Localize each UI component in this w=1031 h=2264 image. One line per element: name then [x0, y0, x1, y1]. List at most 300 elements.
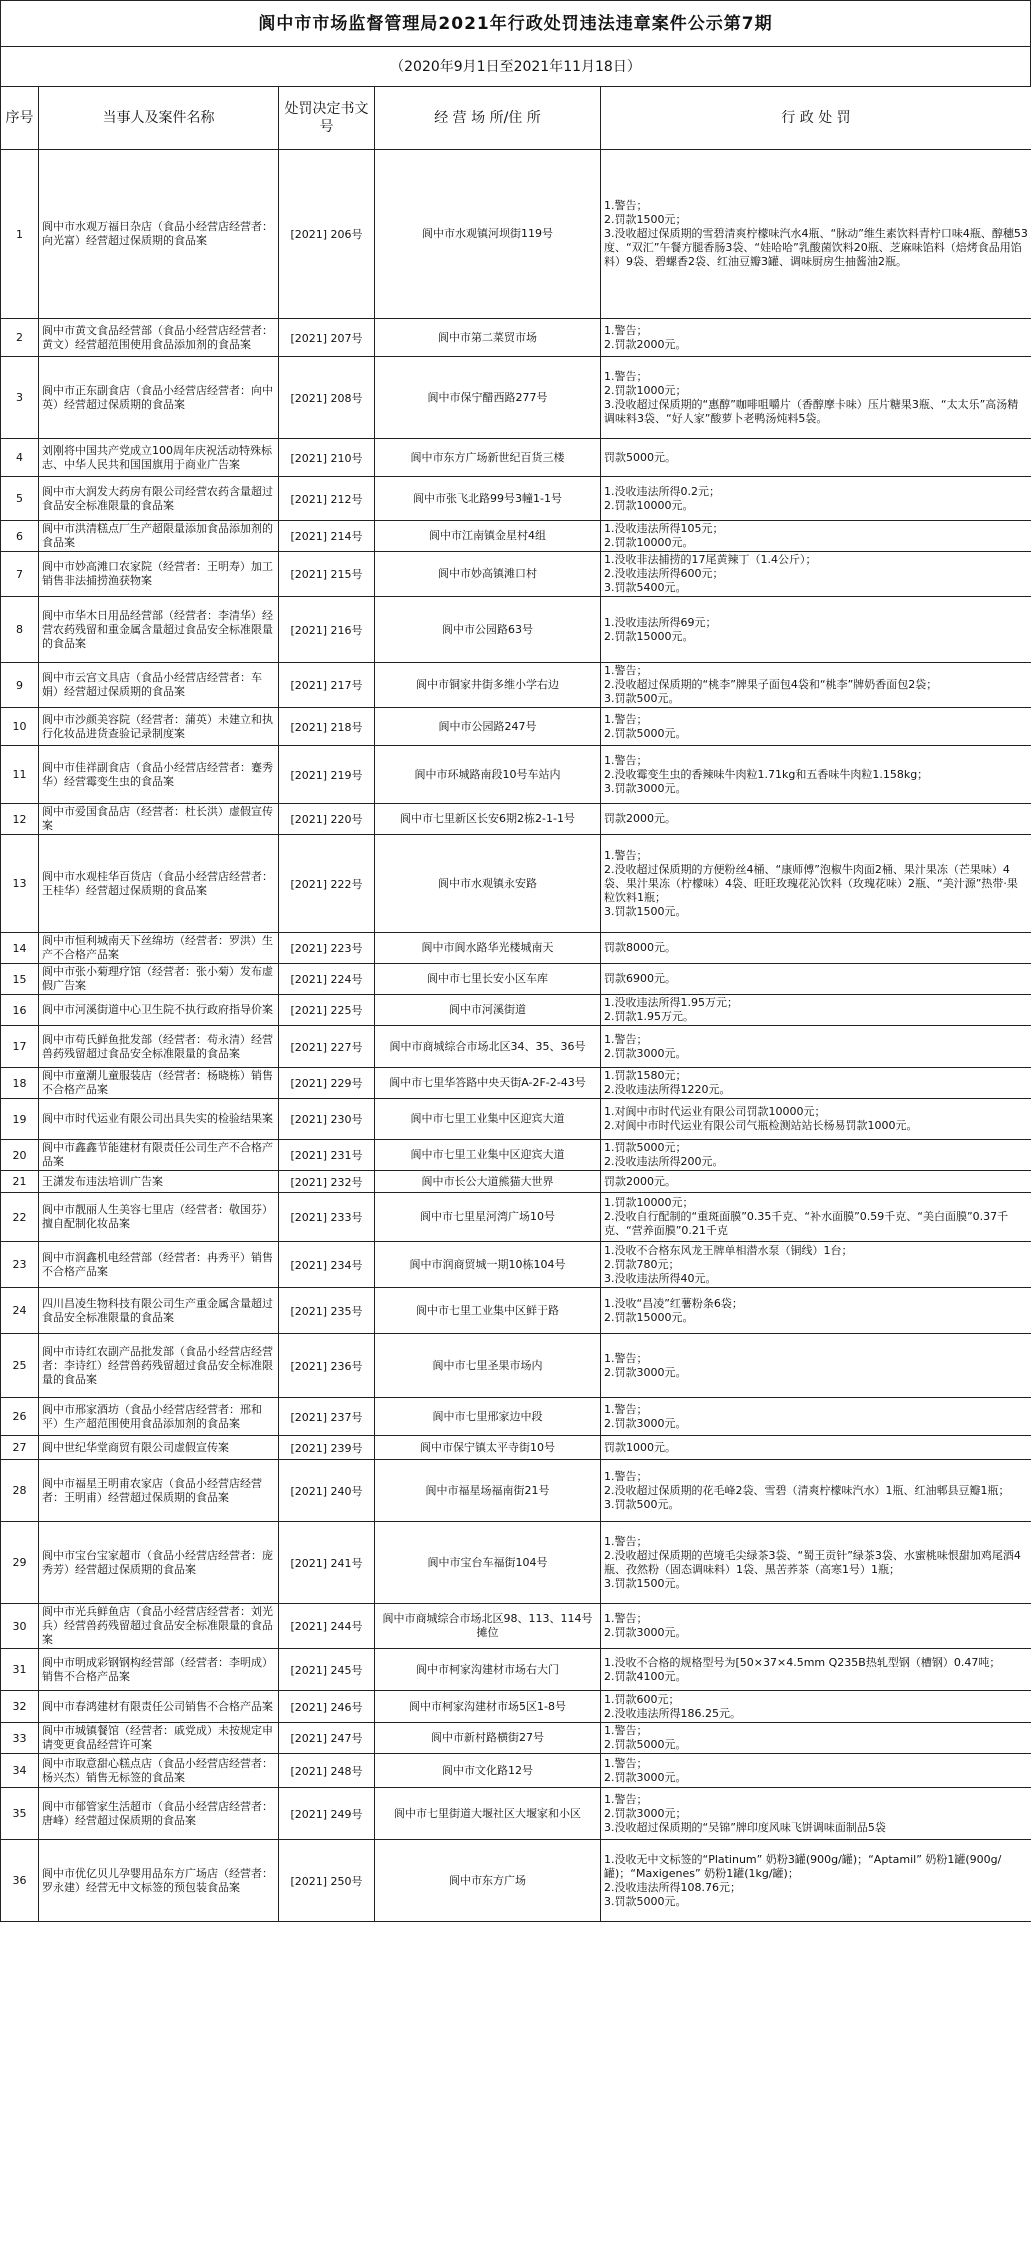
row-case-name: 阆中市邢家酒坊（食品小经营店经营者：邢和平）生产超范围使用食品添加剂的食品案: [39, 1398, 279, 1436]
table-row: [1, 1460, 1031, 1522]
row-seq: 35: [1, 1788, 39, 1840]
row-place: 阆中市公园路247号: [375, 708, 601, 746]
penalty-line: 1.罚款10000元；: [604, 1196, 694, 1209]
row-place: 阆中市七里工业集中区迎宾大道: [375, 1099, 601, 1140]
row-seq: 21: [1, 1171, 39, 1193]
table-row: [1, 1026, 1031, 1068]
row-seq: 30: [1, 1604, 39, 1649]
penalty-line: 1.没收不合格的规格型号为[50×37×4.5mm Q235B热轧型钢（槽钢）0.47吨；: [604, 1655, 1001, 1669]
table-row: [1, 1788, 1031, 1840]
row-seq: 5: [1, 477, 39, 521]
row-place: 阆中市七里长安小区车库: [375, 964, 601, 995]
penalty-line: 1.警告；: [604, 1534, 648, 1548]
penalty-line: 3.罚款5400元。: [604, 581, 687, 594]
row-seq: 4: [1, 439, 39, 477]
row-case-name: 阆中市洪清糕点厂生产超限量添加食品添加剂的食品案: [39, 521, 279, 552]
row-seq: 8: [1, 597, 39, 663]
table-header-row: [1, 87, 1031, 150]
table-row: [1, 663, 1031, 708]
row-seq: 26: [1, 1398, 39, 1436]
penalty-line: 2.罚款3000元；: [604, 1806, 687, 1820]
table-row: [1, 804, 1031, 835]
row-place: 阆中市东方广场: [375, 1840, 601, 1922]
row-seq: 10: [1, 708, 39, 746]
penalty-line: 罚款5000元。: [604, 450, 676, 464]
row-case-name: 阆中市华木日用品经营部（经营者：李清华）经营农药残留和重金属含量超过食品安全标准限量的食品案: [39, 597, 279, 663]
row-place: 阆中市七里工业集中区迎宾大道: [375, 1140, 601, 1171]
row-doc-number: [2021] 245号: [279, 1649, 375, 1691]
penalty-line: 罚款8000元。: [604, 941, 676, 954]
row-case-name: 阆中市光兵鲜鱼店（食品小经营店经营者：刘光兵）经营兽药残留超过食品安全标准限量的食品案: [39, 1604, 279, 1649]
header-penalty: 行 政 处 罚: [601, 87, 1031, 150]
row-seq: 17: [1, 1026, 39, 1068]
penalty-line: 2.没收违法所得200元。: [604, 1155, 724, 1168]
row-doc-number: [2021] 231号: [279, 1140, 375, 1171]
row-seq: 18: [1, 1068, 39, 1099]
table-row: [1, 439, 1031, 477]
row-case-name: 阆中市苟氏鲜鱼批发部（经营者：苟永清）经营兽药残留超过食品安全标准限量的食品案: [39, 1026, 279, 1068]
row-doc-number: [2021] 246号: [279, 1691, 375, 1723]
penalty-line: 2.没收违法所得186.25元。: [604, 1706, 741, 1720]
penalty-line: 1.没收非法捕捞的17尾黄辣丁（1.4公斤）；: [604, 553, 817, 566]
penalty-line: 罚款2000元。: [604, 812, 676, 825]
row-place: 阆中市河溪街道: [375, 995, 601, 1026]
row-case-name: 阆中市水观桂华百货店（食品小经营店经营者：王桂华）经营超过保质期的食品案: [39, 835, 279, 933]
table-row: [1, 1604, 1031, 1649]
row-doc-number: [2021] 244号: [279, 1604, 375, 1649]
penalty-line: 2.罚款1000元；: [604, 383, 687, 397]
row-place: 阆中市江南镇金星村4组: [375, 521, 601, 552]
row-seq: 25: [1, 1334, 39, 1398]
row-case-name: 阆中市春鸿建材有限责任公司销售不合格产品案: [39, 1691, 279, 1723]
table-row: [1, 1754, 1031, 1788]
row-doc-number: [2021] 248号: [279, 1754, 375, 1788]
row-place: 阆中市商城综合市场北区98、113、114号摊位: [375, 1604, 601, 1649]
penalty-line: 2.罚款15000元。: [604, 1310, 694, 1324]
row-case-name: 阆中市润鑫机电经营部（经营者：冉秀平）销售不合格产品案: [39, 1242, 279, 1288]
penalty-line: 3.没收违法所得40元。: [604, 1271, 717, 1285]
row-place: 阆中市福星场福南街21号: [375, 1460, 601, 1522]
row-penalty: [601, 995, 1031, 1026]
row-doc-number: [2021] 229号: [279, 1068, 375, 1099]
row-case-name: 刘刚将中国共产党成立100周年庆祝活动特殊标志、中华人民共和国国旗用于商业广告案: [39, 439, 279, 477]
row-place: 阆中市东方广场新世纪百货三楼: [375, 439, 601, 477]
row-doc-number: [2021] 218号: [279, 708, 375, 746]
table-row: [1, 1068, 1031, 1099]
row-place: 阆中市七里星河湾广场10号: [375, 1193, 601, 1242]
row-seq: 33: [1, 1723, 39, 1754]
row-penalty: [601, 1691, 1031, 1723]
penalty-line: 罚款1000元。: [604, 1440, 676, 1454]
table-row: [1, 552, 1031, 597]
row-penalty: [601, 1068, 1031, 1099]
row-penalty: [601, 1140, 1031, 1171]
table-row: [1, 597, 1031, 663]
row-seq: 27: [1, 1436, 39, 1460]
table-row: [1, 1242, 1031, 1288]
penalty-table: [0, 86, 1031, 1922]
page-title: 阆中市市场监督管理局2021年行政处罚违法违章案件公示第7期: [0, 0, 1031, 46]
row-case-name: 阆中市优亿贝儿孕婴用品东方广场店（经营者：罗永建）经营无中文标签的预包装食品案: [39, 1840, 279, 1922]
penalty-line: 2.没收超过保质期的花毛峰2袋、雪碧（清爽柠檬味汽水）1瓶、红油郫县豆瓣1瓶；: [604, 1483, 1010, 1497]
table-row: [1, 746, 1031, 804]
row-doc-number: [2021] 241号: [279, 1522, 375, 1604]
row-doc-number: [2021] 212号: [279, 477, 375, 521]
penalty-line: 1.没收违法所得1.95万元；: [604, 996, 738, 1009]
penalty-line: 1.罚款1580元；: [604, 1069, 687, 1082]
penalty-line: 2.对阆中市时代运业有限公司气瓶检测站站长杨易罚款1000元。: [604, 1119, 918, 1132]
penalty-line: 2.没收违法所得108.76元；: [604, 1880, 741, 1894]
penalty-line: 1.警告；: [604, 1612, 648, 1625]
table-row: [1, 964, 1031, 995]
row-seq: 28: [1, 1460, 39, 1522]
row-place: 阆中市保宁醋西路277号: [375, 357, 601, 439]
row-doc-number: [2021] 216号: [279, 597, 375, 663]
row-penalty: [601, 1436, 1031, 1460]
row-case-name: 阆中市诗红农副产品批发部（食品小经营店经营者：李诗红）经营兽药残留超过食品安全标准限量的食品案: [39, 1334, 279, 1398]
row-penalty: [601, 804, 1031, 835]
row-doc-number: [2021] 215号: [279, 552, 375, 597]
row-penalty: [601, 521, 1031, 552]
row-case-name: 阆中市福星王明甫农家店（食品小经营店经营者：王明甫）经营超过保质期的食品案: [39, 1460, 279, 1522]
row-penalty: [601, 1522, 1031, 1604]
row-place: 阆中市七里华答路中央天街A-2F-2-43号: [375, 1068, 601, 1099]
row-penalty: [601, 708, 1031, 746]
penalty-line: 1.警告；: [604, 369, 648, 383]
row-penalty: [601, 1723, 1031, 1754]
row-case-name: 王潇发布违法培训广告案: [39, 1171, 279, 1193]
row-seq: 1: [1, 150, 39, 319]
row-case-name: 阆中世纪华堂商贸有限公司虚假宣传案: [39, 1436, 279, 1460]
row-seq: 7: [1, 552, 39, 597]
penalty-line: 1.没收违法所得69元；: [604, 615, 717, 629]
row-place: 阆中市新村路横街27号: [375, 1723, 601, 1754]
row-doc-number: [2021] 210号: [279, 439, 375, 477]
table-row: [1, 835, 1031, 933]
table-row: [1, 477, 1031, 521]
row-penalty: [601, 1604, 1031, 1649]
row-case-name: 阆中市城镇餐馆（经营者：戚党成）未按规定申请变更食品经营许可案: [39, 1723, 279, 1754]
penalty-line: 1.罚款600元；: [604, 1692, 680, 1706]
row-seq: 14: [1, 933, 39, 964]
row-penalty: [601, 150, 1031, 319]
row-case-name: 阆中市佳祥副食店（食品小经营店经营者：蹇秀华）经营霉变生虫的食品案: [39, 746, 279, 804]
row-place: 阆中市阆水路华光楼城南天: [375, 933, 601, 964]
penalty-line: 2.罚款4100元。: [604, 1669, 687, 1683]
penalty-line: 2.罚款5000元。: [604, 1738, 687, 1751]
row-doc-number: [2021] 207号: [279, 319, 375, 357]
row-seq: 22: [1, 1193, 39, 1242]
header-place: 经 营 场 所/住 所: [375, 87, 601, 150]
table-row: [1, 1171, 1031, 1193]
row-place: 阆中市柯家沟建材市场右大门: [375, 1649, 601, 1691]
row-place: 阆中市七里邢家边中段: [375, 1398, 601, 1436]
table-row: [1, 1723, 1031, 1754]
row-seq: 32: [1, 1691, 39, 1723]
penalty-line: 2.罚款3000元。: [604, 1365, 687, 1379]
row-doc-number: [2021] 206号: [279, 150, 375, 319]
row-case-name: 阆中市鑫鑫节能建材有限责任公司生产不合格产品案: [39, 1140, 279, 1171]
row-case-name: 阆中市靓丽人生美容七里店（经营者：敬国芬）擅自配制化妆品案: [39, 1193, 279, 1242]
table-row: [1, 521, 1031, 552]
row-place: 阆中市公园路63号: [375, 597, 601, 663]
table-row: [1, 1398, 1031, 1436]
row-doc-number: [2021] 239号: [279, 1436, 375, 1460]
row-penalty: [601, 1334, 1031, 1398]
row-case-name: 阆中市云宫文具店（食品小经营店经营者：车娟）经营超过保质期的食品案: [39, 663, 279, 708]
row-place: 阆中市张飞北路99号3幢1-1号: [375, 477, 601, 521]
row-place: 阆中市商城综合市场北区34、35、36号: [375, 1026, 601, 1068]
penalty-line: 1.警告；: [604, 199, 648, 212]
penalty-line: 2.罚款3000元。: [604, 1626, 687, 1639]
penalty-line: 1.警告；: [604, 848, 648, 862]
penalty-line: 1.警告；: [604, 664, 648, 677]
row-seq: 31: [1, 1649, 39, 1691]
row-case-name: 阆中市沙颜美容院（经营者：蒲英）未建立和执行化妆品进货查验记录制度案: [39, 708, 279, 746]
row-seq: 15: [1, 964, 39, 995]
penalty-line: 2.没收超过保质期的方便粉丝4桶、“康师傅”泡椒牛肉面2桶、果汁果冻（芒果味）4袋、果汁果冻（柠檬味）4袋、旺旺玫瑰花沁饮料（玫瑰花味）2瓶、“美汁源”热带·果粒饮料1瓶；: [604, 862, 1018, 904]
row-penalty: [601, 1460, 1031, 1522]
penalty-line: 2.罚款10000元。: [604, 536, 694, 549]
row-penalty: [601, 933, 1031, 964]
row-case-name: 阆中市张小菊理疗馆（经营者：张小菊）发布虚假广告案: [39, 964, 279, 995]
row-seq: 16: [1, 995, 39, 1026]
table-row: [1, 933, 1031, 964]
table-row: [1, 357, 1031, 439]
penalty-line: 2.没收霉变生虫的香辣味牛肉粒1.71kg和五香味牛肉粒1.158kg；: [604, 767, 929, 781]
penalty-line: 1.警告；: [604, 1792, 648, 1806]
row-case-name: 四川昌凌生物科技有限公司生产重金属含量超过食品安全标准限量的食品案: [39, 1288, 279, 1334]
row-case-name: 阆中市妙高滩口农家院（经营者：王明寿）加工销售非法捕捞渔获物案: [39, 552, 279, 597]
row-penalty: [601, 1840, 1031, 1922]
row-doc-number: [2021] 223号: [279, 933, 375, 964]
penalty-line: 1.没收无中文标签的“Platinum” 奶粉3罐(900g/罐)；“Aptamil” 奶粉1罐(900g/罐)；“Maxigenes” 奶粉1罐(1kg/罐)；: [604, 1852, 1002, 1880]
penalty-line: 1.对阆中市时代运业有限公司罚款10000元；: [604, 1105, 826, 1118]
row-place: 阆中市七里工业集中区鲜于路: [375, 1288, 601, 1334]
penalty-line: 2.没收超过保质期的“桃李”牌果子面包4袋和“桃李”牌奶香面包2袋；: [604, 678, 938, 691]
penalty-line: 2.罚款780元；: [604, 1257, 680, 1271]
table-row: [1, 1334, 1031, 1398]
penalty-line: 2.罚款1500元；: [604, 213, 687, 226]
penalty-line: 2.罚款15000元。: [604, 629, 694, 643]
penalty-line: 3.罚款3000元。: [604, 781, 687, 795]
row-place: 阆中市铜家井街多维小学右边: [375, 663, 601, 708]
row-seq: 19: [1, 1099, 39, 1140]
penalty-line: 2.罚款2000元。: [604, 337, 687, 351]
penalty-line: 3.没收超过保质期的“惠醇”咖啡咀嚼片（香醇摩卡味）压片糖果3瓶、“太太乐”高汤精调味料3袋、“好人家”酸萝卜老鸭汤炖料5袋。: [604, 397, 1019, 425]
penalty-line: 2.罚款5000元。: [604, 726, 687, 740]
penalty-line: 2.没收违法所得600元；: [604, 567, 724, 580]
row-case-name: 阆中市大润发大药房有限公司经营农药含量超过食品安全标准限量的食品案: [39, 477, 279, 521]
row-seq: 12: [1, 804, 39, 835]
row-doc-number: [2021] 250号: [279, 1840, 375, 1922]
row-case-name: 阆中市恒利城南天下丝绵坊（经营者：罗洪）生产不合格产品案: [39, 933, 279, 964]
row-doc-number: [2021] 217号: [279, 663, 375, 708]
row-place: 阆中市七里新区长安6期2栋2-1-1号: [375, 804, 601, 835]
row-place: 阆中市宝台车福街104号: [375, 1522, 601, 1604]
row-doc-number: [2021] 235号: [279, 1288, 375, 1334]
row-penalty: [601, 663, 1031, 708]
row-place: 阆中市水观镇永安路: [375, 835, 601, 933]
row-place: 阆中市第二菜贸市场: [375, 319, 601, 357]
penalty-line: 1.警告；: [604, 1402, 648, 1416]
penalty-line: 2.罚款1.95万元。: [604, 1010, 694, 1023]
penalty-line: 3.罚款500元。: [604, 1497, 680, 1511]
penalty-line: 1.警告；: [604, 753, 648, 767]
row-doc-number: [2021] 219号: [279, 746, 375, 804]
table-body: [1, 150, 1031, 1922]
penalty-line: 2.没收自行配制的“重斑面膜”0.35千克、“补水面膜”0.59千克、“美白面膜”0.37千克、“营养面膜”0.21千克: [604, 1210, 1009, 1237]
row-seq: 9: [1, 663, 39, 708]
row-penalty: [601, 319, 1031, 357]
row-doc-number: [2021] 236号: [279, 1334, 375, 1398]
penalty-line: 1.警告；: [604, 1756, 648, 1770]
row-doc-number: [2021] 230号: [279, 1099, 375, 1140]
penalty-line: 1.警告；: [604, 323, 648, 337]
penalty-line: 罚款6900元。: [604, 972, 676, 985]
row-place: 阆中市保宁镇太平寺街10号: [375, 1436, 601, 1460]
row-seq: 29: [1, 1522, 39, 1604]
row-case-name: 阆中市宝台宝家超市（食品小经营店经营者：庞秀芳）经营超过保质期的食品案: [39, 1522, 279, 1604]
row-seq: 11: [1, 746, 39, 804]
row-penalty: [601, 1788, 1031, 1840]
penalty-line: 2.罚款3000元。: [604, 1046, 687, 1060]
row-case-name: 阆中市明成彩钢钢构经营部（经营者：李明成）销售不合格产品案: [39, 1649, 279, 1691]
row-penalty: [601, 1242, 1031, 1288]
row-place: 阆中市长公大道熊猫大世界: [375, 1171, 601, 1193]
row-seq: 2: [1, 319, 39, 357]
table-row: [1, 1140, 1031, 1171]
row-place: 阆中市七里街道大堰社区大堰家和小区: [375, 1788, 601, 1840]
table-row: [1, 1840, 1031, 1922]
penalty-line: 3.罚款5000元。: [604, 1894, 687, 1908]
row-seq: 3: [1, 357, 39, 439]
row-doc-number: [2021] 214号: [279, 521, 375, 552]
row-place: 阆中市润商贸城一期10栋104号: [375, 1242, 601, 1288]
row-penalty: [601, 1398, 1031, 1436]
penalty-line: 1.警告；: [604, 1724, 648, 1737]
penalty-line: 2.没收违法所得1220元。: [604, 1083, 731, 1096]
penalty-line: 2.罚款3000元。: [604, 1770, 687, 1784]
header-name: 当事人及案件名称: [39, 87, 279, 150]
penalty-line: 罚款2000元。: [604, 1174, 676, 1188]
table-row: [1, 319, 1031, 357]
row-place: 阆中市七里圣果市场内: [375, 1334, 601, 1398]
header-doc: 处罚决定书文号: [279, 87, 375, 150]
row-case-name: 阆中市爱国食品店（经营者：杜长洪）虚假宣传案: [39, 804, 279, 835]
row-doc-number: [2021] 227号: [279, 1026, 375, 1068]
penalty-line: 1.罚款5000元；: [604, 1141, 687, 1154]
row-penalty: [601, 835, 1031, 933]
table-row: [1, 1691, 1031, 1723]
table-row: [1, 1522, 1031, 1604]
row-place: 阆中市环城路南段10号车站内: [375, 746, 601, 804]
penalty-line: 2.没收超过保质期的芭境毛尖绿茶3袋、“蜀王贡针”绿茶3袋、水蜜桃味恨甜加鸡尾酒4瓶、孜然粉（固态调味料）1袋、黑苦荞茶（高寒1号）1瓶；: [604, 1548, 1021, 1576]
row-case-name: 阆中市童潮儿童服装店（经营者：杨晓栋）销售不合格产品案: [39, 1068, 279, 1099]
row-case-name: 阆中市取意甜心糕点店（食品小经营店经营者：杨兴杰）销售无标签的食品案: [39, 1754, 279, 1788]
row-penalty: [601, 1649, 1031, 1691]
row-penalty: [601, 1026, 1031, 1068]
row-penalty: [601, 552, 1031, 597]
row-seq: 13: [1, 835, 39, 933]
row-case-name: 阆中市时代运业有限公司出具失实的检验结果案: [39, 1099, 279, 1140]
row-seq: 23: [1, 1242, 39, 1288]
penalty-line: 1.没收违法所得0.2元；: [604, 484, 720, 498]
row-doc-number: [2021] 234号: [279, 1242, 375, 1288]
penalty-line: 1.没收不合格东风龙王牌单相潜水泵（铜线）1台；: [604, 1243, 853, 1257]
row-seq: 24: [1, 1288, 39, 1334]
table-row: [1, 995, 1031, 1026]
row-penalty: [601, 964, 1031, 995]
row-penalty: [601, 439, 1031, 477]
penalty-line: 1.没收违法所得105元；: [604, 522, 724, 535]
row-doc-number: [2021] 208号: [279, 357, 375, 439]
row-case-name: 阆中市河溪街道中心卫生院不执行政府指导价案: [39, 995, 279, 1026]
penalty-line: 3.没收超过保质期的雪碧清爽柠檬味汽水4瓶、“脉动”维生素饮料青柠口味4瓶、醇穗53度、“双汇”午餐方腿香肠3袋、“娃哈哈”乳酸菌饮料20瓶、芝麻味馅料（焙烤食品用馅料）9袋、碧螺香2袋、红油豆瓣3罐、调味厨房生抽酱油2瓶。: [604, 227, 1028, 268]
penalty-line: 3.罚款1500元。: [604, 1576, 687, 1590]
table-row: [1, 1436, 1031, 1460]
penalty-line: 1.警告；: [604, 1032, 648, 1046]
row-doc-number: [2021] 224号: [279, 964, 375, 995]
row-penalty: [601, 477, 1031, 521]
row-penalty: [601, 1288, 1031, 1334]
row-case-name: 阆中市正东副食店（食品小经营店经营者：向中英）经营超过保质期的食品案: [39, 357, 279, 439]
penalty-line: 1.警告；: [604, 1469, 648, 1483]
row-doc-number: [2021] 247号: [279, 1723, 375, 1754]
row-doc-number: [2021] 232号: [279, 1171, 375, 1193]
row-doc-number: [2021] 233号: [279, 1193, 375, 1242]
row-doc-number: [2021] 240号: [279, 1460, 375, 1522]
row-case-name: 阆中市郁管家生活超市（食品小经营店经营者：唐峰）经营超过保质期的食品案: [39, 1788, 279, 1840]
table-row: [1, 150, 1031, 319]
row-doc-number: [2021] 249号: [279, 1788, 375, 1840]
penalty-line: 1.警告；: [604, 1351, 648, 1365]
row-seq: 6: [1, 521, 39, 552]
row-seq: 34: [1, 1754, 39, 1788]
row-penalty: [601, 1193, 1031, 1242]
row-case-name: 阆中市水观万福日杂店（食品小经营店经营者：向光富）经营超过保质期的食品案: [39, 150, 279, 319]
row-penalty: [601, 357, 1031, 439]
penalty-line: 3.罚款500元。: [604, 692, 680, 705]
table-row: [1, 708, 1031, 746]
row-penalty: [601, 597, 1031, 663]
row-penalty: [601, 1099, 1031, 1140]
penalty-line: 2.罚款10000元。: [604, 498, 694, 512]
page-subtitle: （2020年9月1日至2021年11月18日）: [0, 46, 1031, 86]
row-place: 阆中市柯家沟建材市场5区1-8号: [375, 1691, 601, 1723]
row-seq: 20: [1, 1140, 39, 1171]
penalty-line: 3.没收超过保质期的“吴锦”牌印度风味飞饼调味面制品5袋: [604, 1820, 886, 1834]
penalty-line: 1.没收“昌凌”红薯粉条6袋；: [604, 1296, 743, 1310]
table-row: [1, 1288, 1031, 1334]
table-row: [1, 1193, 1031, 1242]
penalty-line: 1.警告；: [604, 712, 648, 726]
row-doc-number: [2021] 225号: [279, 995, 375, 1026]
row-place: 阆中市文化路12号: [375, 1754, 601, 1788]
penalty-line: 2.罚款3000元。: [604, 1416, 687, 1430]
row-place: 阆中市妙高镇滩口村: [375, 552, 601, 597]
row-doc-number: [2021] 220号: [279, 804, 375, 835]
row-place: 阆中市水观镇河坝街119号: [375, 150, 601, 319]
penalty-line: 3.罚款1500元。: [604, 904, 687, 918]
row-penalty: [601, 1754, 1031, 1788]
header-seq: 序号: [1, 87, 39, 150]
table-row: [1, 1099, 1031, 1140]
row-penalty: [601, 1171, 1031, 1193]
row-case-name: 阆中市黄文食品经营部（食品小经营店经营者：黄文）经营超范围使用食品添加剂的食品案: [39, 319, 279, 357]
row-seq: 36: [1, 1840, 39, 1922]
row-penalty: [601, 746, 1031, 804]
